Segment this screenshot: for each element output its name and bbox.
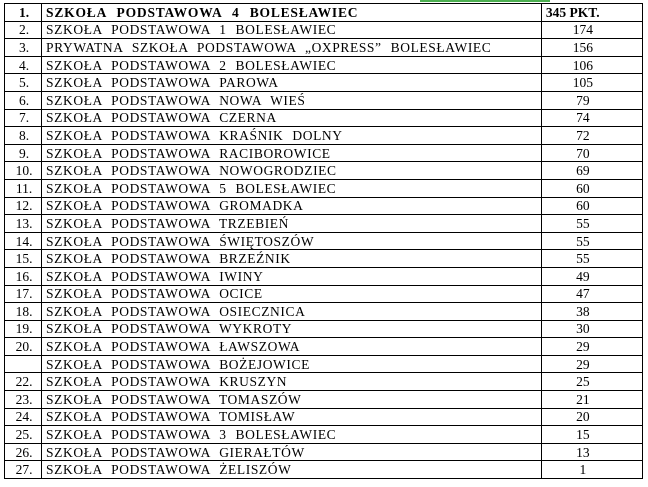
rank-cell: 6. (5, 91, 42, 109)
points-cell: 345 PKT. (541, 4, 642, 22)
points-cell: 29 (541, 338, 642, 356)
table-row (5, 443, 643, 461)
table-row (5, 215, 643, 233)
points-cell: 55 (541, 250, 642, 268)
rank-cell: 19. (5, 320, 42, 338)
points-cell: 74 (541, 109, 642, 127)
table-row (5, 355, 643, 373)
points-cell: 72 (541, 127, 642, 145)
table-row (5, 320, 643, 338)
table-row (5, 197, 643, 215)
rank-cell: 25. (5, 426, 42, 444)
school-name-cell: SZKOŁA PODSTAWOWA RACIBOROWICE (42, 144, 542, 162)
table-row (5, 179, 643, 197)
school-name-cell: SZKOŁA PODSTAWOWA OSIECZNICA (42, 303, 542, 321)
points-cell: 60 (541, 197, 642, 215)
school-name-cell: SZKOŁA PODSTAWOWA OCICE (42, 285, 542, 303)
school-name-cell: SZKOŁA PODSTAWOWA GIERAŁTÓW (42, 443, 542, 461)
rank-cell: 27. (5, 461, 42, 479)
school-name-cell: SZKOŁA PODSTAWOWA NOWOGRODZIEC (42, 162, 542, 180)
points-cell: 60 (541, 179, 642, 197)
school-name-cell: SZKOŁA PODSTAWOWA 4 BOLESŁAWIEC (42, 4, 542, 22)
school-name-cell: SZKOŁA PODSTAWOWA PAROWA (42, 74, 542, 92)
rank-cell: 22. (5, 373, 42, 391)
rank-cell: 16. (5, 267, 42, 285)
school-name-cell: SZKOŁA PODSTAWOWA ŚWIĘTOSZÓW (42, 232, 542, 250)
rank-cell: 18. (5, 303, 42, 321)
table-row (5, 91, 643, 109)
points-cell: 55 (541, 215, 642, 233)
points-cell: 38 (541, 303, 642, 321)
points-cell: 70 (541, 144, 642, 162)
table-row (5, 232, 643, 250)
table-row (5, 426, 643, 444)
school-name-cell: SZKOŁA PODSTAWOWA ŁAWSZOWA (42, 338, 542, 356)
rank-cell: 15. (5, 250, 42, 268)
ranking-table-body (5, 4, 643, 479)
points-cell: 29 (541, 355, 642, 373)
rank-cell: 11. (5, 179, 42, 197)
rank-cell: 7. (5, 109, 42, 127)
rank-cell (5, 355, 42, 373)
points-cell: 15 (541, 426, 642, 444)
school-name-cell: SZKOŁA PODSTAWOWA BRZEŹNIK (42, 250, 542, 268)
rank-cell: 2. (5, 21, 42, 39)
rank-cell: 20. (5, 338, 42, 356)
table-row (5, 74, 643, 92)
table-row (5, 267, 643, 285)
table-row (5, 338, 643, 356)
rank-cell: 17. (5, 285, 42, 303)
table-header-row (5, 4, 643, 22)
table-row (5, 250, 643, 268)
table-row (5, 162, 643, 180)
school-name-cell: SZKOŁA PODSTAWOWA WYKROTY (42, 320, 542, 338)
rank-cell: 3. (5, 39, 42, 57)
rank-cell: 10. (5, 162, 42, 180)
rank-cell: 1. (5, 4, 42, 22)
points-cell: 55 (541, 232, 642, 250)
school-name-cell: SZKOŁA PODSTAWOWA TOMASZÓW (42, 391, 542, 409)
rank-cell: 23. (5, 391, 42, 409)
table-row (5, 303, 643, 321)
table-row (5, 391, 643, 409)
points-cell: 30 (541, 320, 642, 338)
rank-cell: 13. (5, 215, 42, 233)
points-cell: 105 (541, 74, 642, 92)
ranking-table (4, 3, 643, 479)
points-cell: 13 (541, 443, 642, 461)
points-cell: 1 (541, 461, 642, 479)
rank-cell: 26. (5, 443, 42, 461)
school-name-cell: SZKOŁA PODSTAWOWA TRZEBIEŃ (42, 215, 542, 233)
points-cell: 25 (541, 373, 642, 391)
rank-cell: 12. (5, 197, 42, 215)
school-name-cell: SZKOŁA PODSTAWOWA 1 BOLESŁAWIEC (42, 21, 542, 39)
points-cell: 79 (541, 91, 642, 109)
table-row (5, 373, 643, 391)
school-name-cell: PRYWATNA SZKOŁA PODSTAWOWA „OXPRESS” BOLESŁAWIEC (42, 39, 542, 57)
school-name-cell: SZKOŁA PODSTAWOWA TOMISŁAW (42, 408, 542, 426)
school-name-cell: SZKOŁA PODSTAWOWA 5 BOLESŁAWIEC (42, 179, 542, 197)
school-name-cell: SZKOŁA PODSTAWOWA KRUSZYN (42, 373, 542, 391)
points-cell: 174 (541, 21, 642, 39)
school-name-cell: SZKOŁA PODSTAWOWA ŻELISZÓW (42, 461, 542, 479)
rank-cell: 24. (5, 408, 42, 426)
school-name-cell: SZKOŁA PODSTAWOWA BOŻEJOWICE (42, 355, 542, 373)
points-cell: 69 (541, 162, 642, 180)
rank-cell: 8. (5, 127, 42, 145)
points-cell: 106 (541, 56, 642, 74)
school-name-cell: SZKOŁA PODSTAWOWA 2 BOLESŁAWIEC (42, 56, 542, 74)
rank-cell: 5. (5, 74, 42, 92)
table-row (5, 408, 643, 426)
school-name-cell: SZKOŁA PODSTAWOWA CZERNA (42, 109, 542, 127)
school-name-cell: SZKOŁA PODSTAWOWA KRAŚNIK DOLNY (42, 127, 542, 145)
table-row (5, 144, 643, 162)
table-row (5, 461, 643, 479)
school-name-cell: SZKOŁA PODSTAWOWA IWINY (42, 267, 542, 285)
school-name-cell: SZKOŁA PODSTAWOWA GROMADKA (42, 197, 542, 215)
points-cell: 156 (541, 39, 642, 57)
rank-cell: 9. (5, 144, 42, 162)
green-underline-fragment (420, 0, 550, 2)
table-row (5, 285, 643, 303)
school-name-cell: SZKOŁA PODSTAWOWA 3 BOLESŁAWIEC (42, 426, 542, 444)
rank-cell: 14. (5, 232, 42, 250)
points-cell: 21 (541, 391, 642, 409)
table-row (5, 127, 643, 145)
rank-cell: 4. (5, 56, 42, 74)
points-cell: 49 (541, 267, 642, 285)
table-row (5, 109, 643, 127)
points-cell: 47 (541, 285, 642, 303)
points-cell: 20 (541, 408, 642, 426)
table-row (5, 21, 643, 39)
school-name-cell: SZKOŁA PODSTAWOWA NOWA WIEŚ (42, 91, 542, 109)
table-row (5, 39, 643, 57)
table-row (5, 56, 643, 74)
